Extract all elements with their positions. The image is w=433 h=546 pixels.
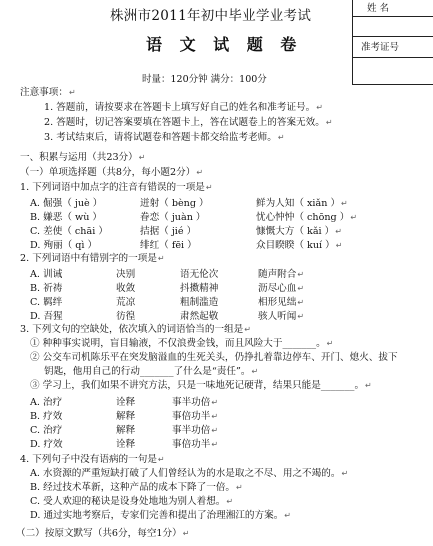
option-cell: 鲜为人知（ xiǎn ）↵ xyxy=(256,198,348,209)
question-stem: 1. 下列词语中加点字的注音有错误的一项是↵ xyxy=(20,182,213,193)
option-cell: 眷恋（ juàn ） xyxy=(140,212,206,223)
option-cell: 拮据（ jié ） xyxy=(140,226,197,237)
option-cell: D. 殉丽（ qì ） xyxy=(30,240,98,251)
note-item: 2. 答题时，切记答案要填在答题卡上，答在试题卷上的答案无效。↵ xyxy=(44,117,333,128)
option-cell: 收敛 xyxy=(116,283,136,294)
exam-meta: 时量：120分钟 满分：100分 xyxy=(142,74,267,85)
option-cell: 决别 xyxy=(116,269,136,280)
q4-option: B. 经过技术革新，这种产品的成本下降了一倍。↵ xyxy=(30,482,243,493)
option-cell: C. 治疗 xyxy=(30,425,63,436)
option-cell: 绯红（ fēi ） xyxy=(140,240,197,251)
option-cell: D. 吾猩 xyxy=(30,311,63,322)
option-cell: 事倍功半↵ xyxy=(172,411,219,422)
option-cell: A. 训诫 xyxy=(30,269,63,280)
option-cell: 语无伦次 xyxy=(180,269,219,280)
option-cell: B. 祈祷 xyxy=(30,283,63,294)
option-cell: B. 嫌恶（ wù ） xyxy=(30,212,103,223)
option-cell: 众目睽睽（ kuí ）↵ xyxy=(256,240,343,251)
question-stem: 2. 下列词语中有错别字的一项是↵ xyxy=(20,253,165,264)
option-cell: 彷徨 xyxy=(116,311,136,322)
q3-sentence: ③ 学习上，我们如果不讲究方法，只是一味地死记硬背，结果只能是_______。↵ xyxy=(30,380,372,391)
option-cell: D. 疗效 xyxy=(30,439,63,450)
q4-option: A. 水资源的严重短缺打破了人们曾经认为的水是取之不尽、用之不竭的。↵ xyxy=(30,468,349,479)
notes-heading: 注意事项：↵ xyxy=(20,87,76,98)
option-cell: 迸射（ bèng ） xyxy=(140,198,209,209)
option-cell: 诠释 xyxy=(116,397,136,408)
option-cell: 忧心忡忡（ chōng ）↵ xyxy=(256,212,358,223)
option-cell: B. 疗效 xyxy=(30,411,63,422)
option-cell: 相形见绌↵ xyxy=(258,297,305,308)
q3-sentence: ② 公交车司机陈乐平在突发脑溢血的生死关头，仍挣扎着靠边停车、开门、熄火、拔下 xyxy=(30,352,398,363)
name-label: 姓 名 xyxy=(367,3,390,14)
option-cell: 沥尽心血↵ xyxy=(258,283,305,294)
q4-option: D. 通过实地考察后，专家们完善和提出了治理湘江的方案。↵ xyxy=(30,510,291,521)
option-cell: 事半功倍↵ xyxy=(172,397,219,408)
option-cell: A. 倔强（ juè ） xyxy=(30,198,103,209)
question-stem: 3. 下列文句的空缺处，依次填入的词语恰当的一组是↵ xyxy=(20,324,251,335)
option-cell: 荒凉 xyxy=(116,297,136,308)
option-cell: 随声附合↵ xyxy=(258,269,305,280)
option-cell: 诠释 xyxy=(116,439,136,450)
exam-subject: 语 文 试 题 卷 xyxy=(146,35,303,54)
q3-sentence: 钥匙，他用自己的行动_______了什么是“责任”。↵ xyxy=(44,366,259,377)
option-cell: 事倍功半↵ xyxy=(172,439,219,450)
part-title: （一）单项选择题（共8分，每小题2分）↵ xyxy=(20,167,204,178)
candidate-info-box xyxy=(352,0,433,85)
option-cell: 慷慨大方（ kǎi ）↵ xyxy=(256,226,342,237)
q3-sentence: ① 种种事实说明，盲目输液，不仅浪费金钱，而且风险大于_______。↵ xyxy=(30,338,334,349)
note-item: 1. 答题前，请按要求在答题卡上填写好自己的姓名和准考证号。↵ xyxy=(44,102,323,113)
option-cell: A. 治疗 xyxy=(30,397,63,408)
section-title: 一、积累与运用（共23分）↵ xyxy=(20,152,146,163)
id-label: 准考证号 xyxy=(361,42,400,53)
option-cell: 解释 xyxy=(116,411,136,422)
option-cell: 粗制滥造 xyxy=(180,297,219,308)
question-stem: 4. 下列句子中没有语病的一句是↵ xyxy=(20,454,165,465)
option-cell: C. 差使（ chāi ） xyxy=(30,226,108,237)
q4-option: C. 受人欢迎的秘诀是设身处地地为别人着想。↵ xyxy=(30,496,234,507)
note-item: 3. 考试结束后，请将试题卷和答题卡都交给监考老师。↵ xyxy=(44,132,285,143)
option-cell: 事半功倍↵ xyxy=(172,425,219,436)
exam-title: 株洲市2011年初中毕业学业考试 xyxy=(110,8,312,24)
part-title: （二）按原文默写（共6分，每空1分）↵ xyxy=(16,528,190,539)
option-cell: 肃然起敬 xyxy=(180,311,219,322)
option-cell: C. 羁绊 xyxy=(30,297,63,308)
option-cell: 抖擞精神 xyxy=(180,283,219,294)
option-cell: 骇人听闻↵ xyxy=(258,311,305,322)
name-row xyxy=(353,0,433,17)
option-cell: 解释 xyxy=(116,425,136,436)
